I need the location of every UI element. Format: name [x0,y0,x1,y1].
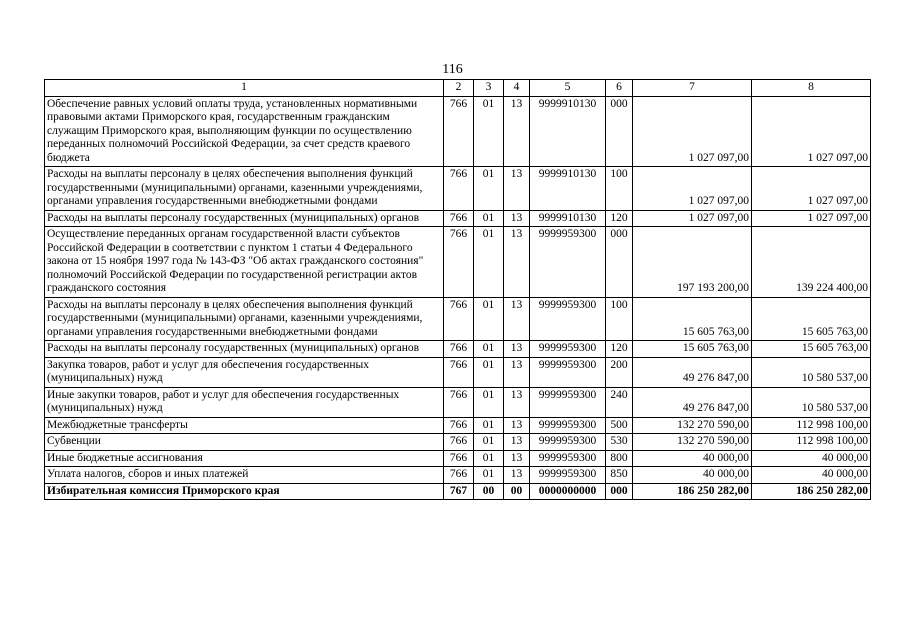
amount-year2-cell: 40 000,00 [752,467,871,484]
amount-year2-cell: 186 250 282,00 [752,483,871,500]
amount-year1-cell: 1 027 097,00 [633,96,752,167]
row-name-cell: Обеспечение равных условий оплаты труда, установленных нормативными правовыми актами Приморского края, государственным гражданским служащим Приморского края, выполняющим функции по осуществлению переданных полномочий Российской Федерации, за счет средств краевого бюджета [45,96,444,167]
column-header: 7 [633,80,752,97]
subsection-code-cell: 13 [504,167,530,211]
amount-year1-cell: 197 193 200,00 [633,227,752,298]
subsection-code-cell: 13 [504,467,530,484]
table-row [45,341,871,358]
admin-code-cell: 766 [444,357,474,387]
section-code-cell: 01 [474,167,504,211]
table-row [45,450,871,467]
row-name-cell: Уплата налогов, сборов и иных платежей [45,467,444,484]
amount-year2-cell: 15 605 763,00 [752,297,871,341]
target-article-cell: 0000000000 [530,483,606,500]
subsection-code-cell: 13 [504,297,530,341]
row-name-cell: Иные бюджетные ассигнования [45,450,444,467]
column-header: 5 [530,80,606,97]
admin-code-cell: 766 [444,417,474,434]
expense-type-cell: 000 [606,227,633,298]
section-code-cell: 01 [474,417,504,434]
page-number: 116 [442,62,463,77]
row-name-cell: Расходы на выплаты персоналу государственных (муниципальных) органов [45,210,444,227]
table-row [45,96,871,167]
admin-code-cell: 766 [444,387,474,417]
admin-code-cell: 766 [444,96,474,167]
admin-code-cell: 766 [444,227,474,298]
expense-type-cell: 500 [606,417,633,434]
target-article-cell: 9999959300 [530,467,606,484]
subsection-code-cell: 13 [504,450,530,467]
section-code-cell: 00 [474,483,504,500]
row-name-cell: Субвенции [45,434,444,451]
target-article-cell: 9999959300 [530,417,606,434]
table-row [45,357,871,387]
section-code-cell: 01 [474,210,504,227]
amount-year2-cell: 40 000,00 [752,450,871,467]
amount-year2-cell: 139 224 400,00 [752,227,871,298]
subsection-code-cell: 13 [504,210,530,227]
amount-year2-cell: 1 027 097,00 [752,96,871,167]
target-article-cell: 9999959300 [530,341,606,358]
row-name-cell: Расходы на выплаты персоналу в целях обеспечения выполнения функций государственными (муниципальными) органами, казенными учреждениями, органами управления государственными внебюджетными фондами [45,297,444,341]
target-article-cell: 9999959300 [530,434,606,451]
target-article-cell: 9999959300 [530,450,606,467]
expense-type-cell: 120 [606,341,633,358]
row-name-cell: Закупка товаров, работ и услуг для обеспечения государственных (муниципальных) нужд [45,357,444,387]
admin-code-cell: 766 [444,167,474,211]
expense-type-cell: 240 [606,387,633,417]
expense-type-cell: 800 [606,450,633,467]
amount-year1-cell: 132 270 590,00 [633,434,752,451]
column-header: 2 [444,80,474,97]
subsection-code-cell: 13 [504,96,530,167]
target-article-cell: 9999910130 [530,167,606,211]
section-code-cell: 01 [474,357,504,387]
column-header: 4 [504,80,530,97]
expense-type-cell: 200 [606,357,633,387]
amount-year1-cell: 132 270 590,00 [633,417,752,434]
amount-year1-cell: 49 276 847,00 [633,357,752,387]
admin-code-cell: 766 [444,467,474,484]
amount-year1-cell: 49 276 847,00 [633,387,752,417]
table-row [45,417,871,434]
amount-year1-cell: 15 605 763,00 [633,341,752,358]
table-total-row [45,483,871,500]
admin-code-cell: 767 [444,483,474,500]
section-code-cell: 01 [474,387,504,417]
amount-year2-cell: 10 580 537,00 [752,357,871,387]
expense-type-cell: 120 [606,210,633,227]
amount-year1-cell: 1 027 097,00 [633,210,752,227]
row-name-cell: Расходы на выплаты персоналу государственных (муниципальных) органов [45,341,444,358]
amount-year2-cell: 1 027 097,00 [752,210,871,227]
section-code-cell: 01 [474,297,504,341]
table-row [45,297,871,341]
section-code-cell: 01 [474,467,504,484]
amount-year1-cell: 40 000,00 [633,450,752,467]
subsection-code-cell: 13 [504,417,530,434]
section-code-cell: 01 [474,227,504,298]
target-article-cell: 9999959300 [530,297,606,341]
amount-year2-cell: 112 998 100,00 [752,434,871,451]
section-code-cell: 01 [474,450,504,467]
admin-code-cell: 766 [444,450,474,467]
amount-year1-cell: 40 000,00 [633,467,752,484]
table-header-row [45,80,871,97]
subsection-code-cell: 13 [504,357,530,387]
table-row [45,434,871,451]
expense-type-cell: 000 [606,483,633,500]
table-row [45,387,871,417]
amount-year1-cell: 15 605 763,00 [633,297,752,341]
section-code-cell: 01 [474,434,504,451]
subsection-code-cell: 13 [504,387,530,417]
expense-type-cell: 100 [606,297,633,341]
admin-code-cell: 766 [444,341,474,358]
table-row [45,167,871,211]
amount-year2-cell: 112 998 100,00 [752,417,871,434]
target-article-cell: 9999959300 [530,227,606,298]
expense-type-cell: 000 [606,96,633,167]
table-row [45,467,871,484]
subsection-code-cell: 13 [504,227,530,298]
expense-type-cell: 530 [606,434,633,451]
row-name-cell: Избирательная комиссия Приморского края [45,483,444,500]
row-name-cell: Осуществление переданных органам государственной власти субъектов Российской Федерации в соответствии с пунктом 1 статьи 4 Федерального закона от 15 ноября 1997 года № 143-ФЗ "Об актах гражданского состояния" полномочий Российской Федерации по государственной регистрации актов гражданского состояния [45,227,444,298]
section-code-cell: 01 [474,341,504,358]
amount-year1-cell: 1 027 097,00 [633,167,752,211]
amount-year2-cell: 15 605 763,00 [752,341,871,358]
subsection-code-cell: 13 [504,434,530,451]
subsection-code-cell: 00 [504,483,530,500]
target-article-cell: 9999959300 [530,357,606,387]
table-row [45,227,871,298]
budget-table [44,79,871,500]
row-name-cell: Иные закупки товаров, работ и услуг для обеспечения государственных (муниципальных) нужд [45,387,444,417]
target-article-cell: 9999910130 [530,210,606,227]
section-code-cell: 01 [474,96,504,167]
admin-code-cell: 766 [444,297,474,341]
target-article-cell: 9999910130 [530,96,606,167]
admin-code-cell: 766 [444,434,474,451]
column-header: 3 [474,80,504,97]
table-row [45,210,871,227]
expense-type-cell: 850 [606,467,633,484]
admin-code-cell: 766 [444,210,474,227]
expense-type-cell: 100 [606,167,633,211]
row-name-cell: Расходы на выплаты персоналу в целях обеспечения выполнения функций государственными (муниципальными) органами, казенными учреждениями, органами управления государственными внебюджетными фондами [45,167,444,211]
target-article-cell: 9999959300 [530,387,606,417]
row-name-cell: Межбюджетные трансферты [45,417,444,434]
amount-year2-cell: 10 580 537,00 [752,387,871,417]
amount-year2-cell: 1 027 097,00 [752,167,871,211]
subsection-code-cell: 13 [504,341,530,358]
column-header: 1 [45,80,444,97]
amount-year1-cell: 186 250 282,00 [633,483,752,500]
column-header: 8 [752,80,871,97]
column-header: 6 [606,80,633,97]
